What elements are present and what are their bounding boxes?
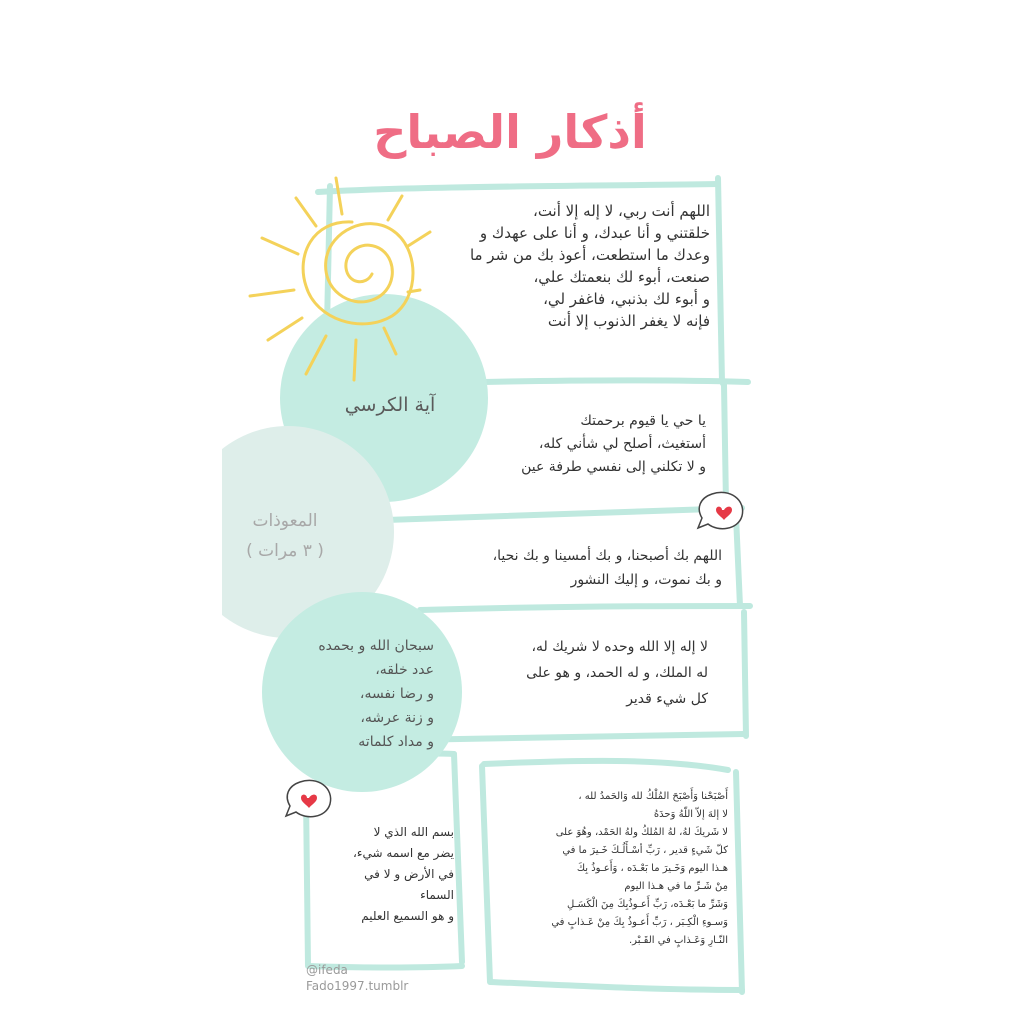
text-line: لا إله إلا الله وحده لا شريك له، (531, 639, 708, 655)
text-line: هـذا اليوم وَخَـيرَ ما بَعْـدَه ، وَأَعـوذُ بِكَ (576, 863, 728, 874)
text-line: السماء (420, 888, 454, 902)
text-line: و هو السميع العليم (361, 909, 454, 923)
text-line: و لا تكلني إلى نفسي طرفة عين (521, 459, 706, 475)
frame-line (724, 385, 726, 504)
text-line: يا حي يا قيوم برحمتك (580, 413, 706, 429)
frame-line (386, 508, 742, 520)
text-line: أَصْبَحْنا وَأَصْبَحَ المُلْكُ لله وَالحَمدُ لله ، (578, 791, 728, 802)
frame-line (404, 734, 744, 740)
text-line: وعدك ما استطعت، أعوذ بك من شر ما (469, 246, 710, 264)
text-line: و مداد كلماته (358, 734, 434, 750)
frame-line (484, 761, 728, 770)
text-line: و أبوء لك بذنبي، فاغفر لي، (543, 290, 710, 308)
text-line: المعوذات (252, 511, 318, 531)
heart-speech-bubble-icon (698, 492, 743, 528)
text-line: في الأرض و لا في (364, 867, 454, 881)
text-line: سبحان الله و بحمده (318, 638, 434, 654)
text-line: مِنْ شَـرِّ ما في هـذا اليوم (624, 881, 728, 892)
credit-site: Fado1997.tumblr (306, 979, 409, 993)
text-line: كل شيء قدير (626, 691, 708, 707)
text-line: لا إلهَ إلاّ اللّهُ وَحدَهُ (653, 809, 728, 820)
dua-text-block (428, 200, 710, 332)
frame-line (484, 381, 748, 383)
dua-text-block (470, 634, 708, 712)
text-line: خلقتني و أنا عبدك، و أنا على عهدك و (479, 224, 710, 242)
frame-line (736, 772, 742, 992)
frame-line (718, 178, 724, 385)
text-line: و رضا نفسه، (359, 686, 434, 702)
muawwidhat-label (220, 506, 350, 566)
text-line: يضر مع اسمه شيء، (353, 846, 454, 860)
asbahna-text-block (494, 788, 728, 950)
text-line: أستغيث، أصلح لي شأني كله، (538, 436, 706, 452)
text-line: اللهم بك أصبحنا، و بك أمسينا و بك نحيا، (492, 548, 722, 564)
text-line: بسم الله الذي لا (373, 825, 454, 839)
ayat-kursi-label: آية الكرسي (344, 394, 436, 416)
text-line: كلّ شَيءٍ قدير ، رَبِّ أسْـأَلُـكَ خَـيرَ ما في (562, 845, 728, 856)
text-line: لا شَريكَ لهُ، لهُ المُلكُ ولهُ الحَمْد، وهُوَ على (555, 827, 728, 838)
text-line: عدد خلقه، (375, 662, 434, 678)
credit (306, 962, 408, 994)
frame-line (454, 754, 462, 962)
frame-line (318, 184, 718, 192)
text-line: وَسـوءِ الْكِـبَر ، رَبِّ أَعـوذُ بِكَ مِنْ عَـذابٍ في (551, 917, 728, 928)
text-line: النّـارِ وَعَـذابٍ في القَـبْر. (629, 935, 728, 946)
dua-text-block (468, 410, 706, 479)
text-line: ( ٣ مرات ) (246, 541, 324, 561)
page-title: أذكار الصباح (373, 105, 647, 159)
heart-speech-bubble-icon (286, 780, 331, 816)
dua-text-block (396, 544, 722, 592)
bismillah-text-block (318, 822, 454, 927)
frame-line (744, 612, 746, 736)
text-line: وَشَرِّ ما بَعْـدَه، رَبِّ أَعـوذُبِكَ مِنَ الْكَسَـلِ (567, 899, 728, 910)
tasbih-text-block (268, 634, 434, 754)
text-line: له الملك، و له الحمد، و هو على (526, 665, 708, 681)
frame-line (420, 606, 750, 610)
text-line: صنعت، أبوء لك بنعمتك علي، (533, 268, 710, 286)
text-line: اللهم أنت ربي، لا إله إلا أنت، (532, 202, 710, 220)
frame-line (736, 516, 740, 606)
text-line: فإنه لا يغفر الذنوب إلا أنت (547, 312, 710, 330)
credit-handle: @ifeda (306, 963, 348, 977)
text-line: و زنة عرشه، (360, 710, 434, 726)
text-line: و بك نموت، و إليك النشور (570, 572, 722, 588)
